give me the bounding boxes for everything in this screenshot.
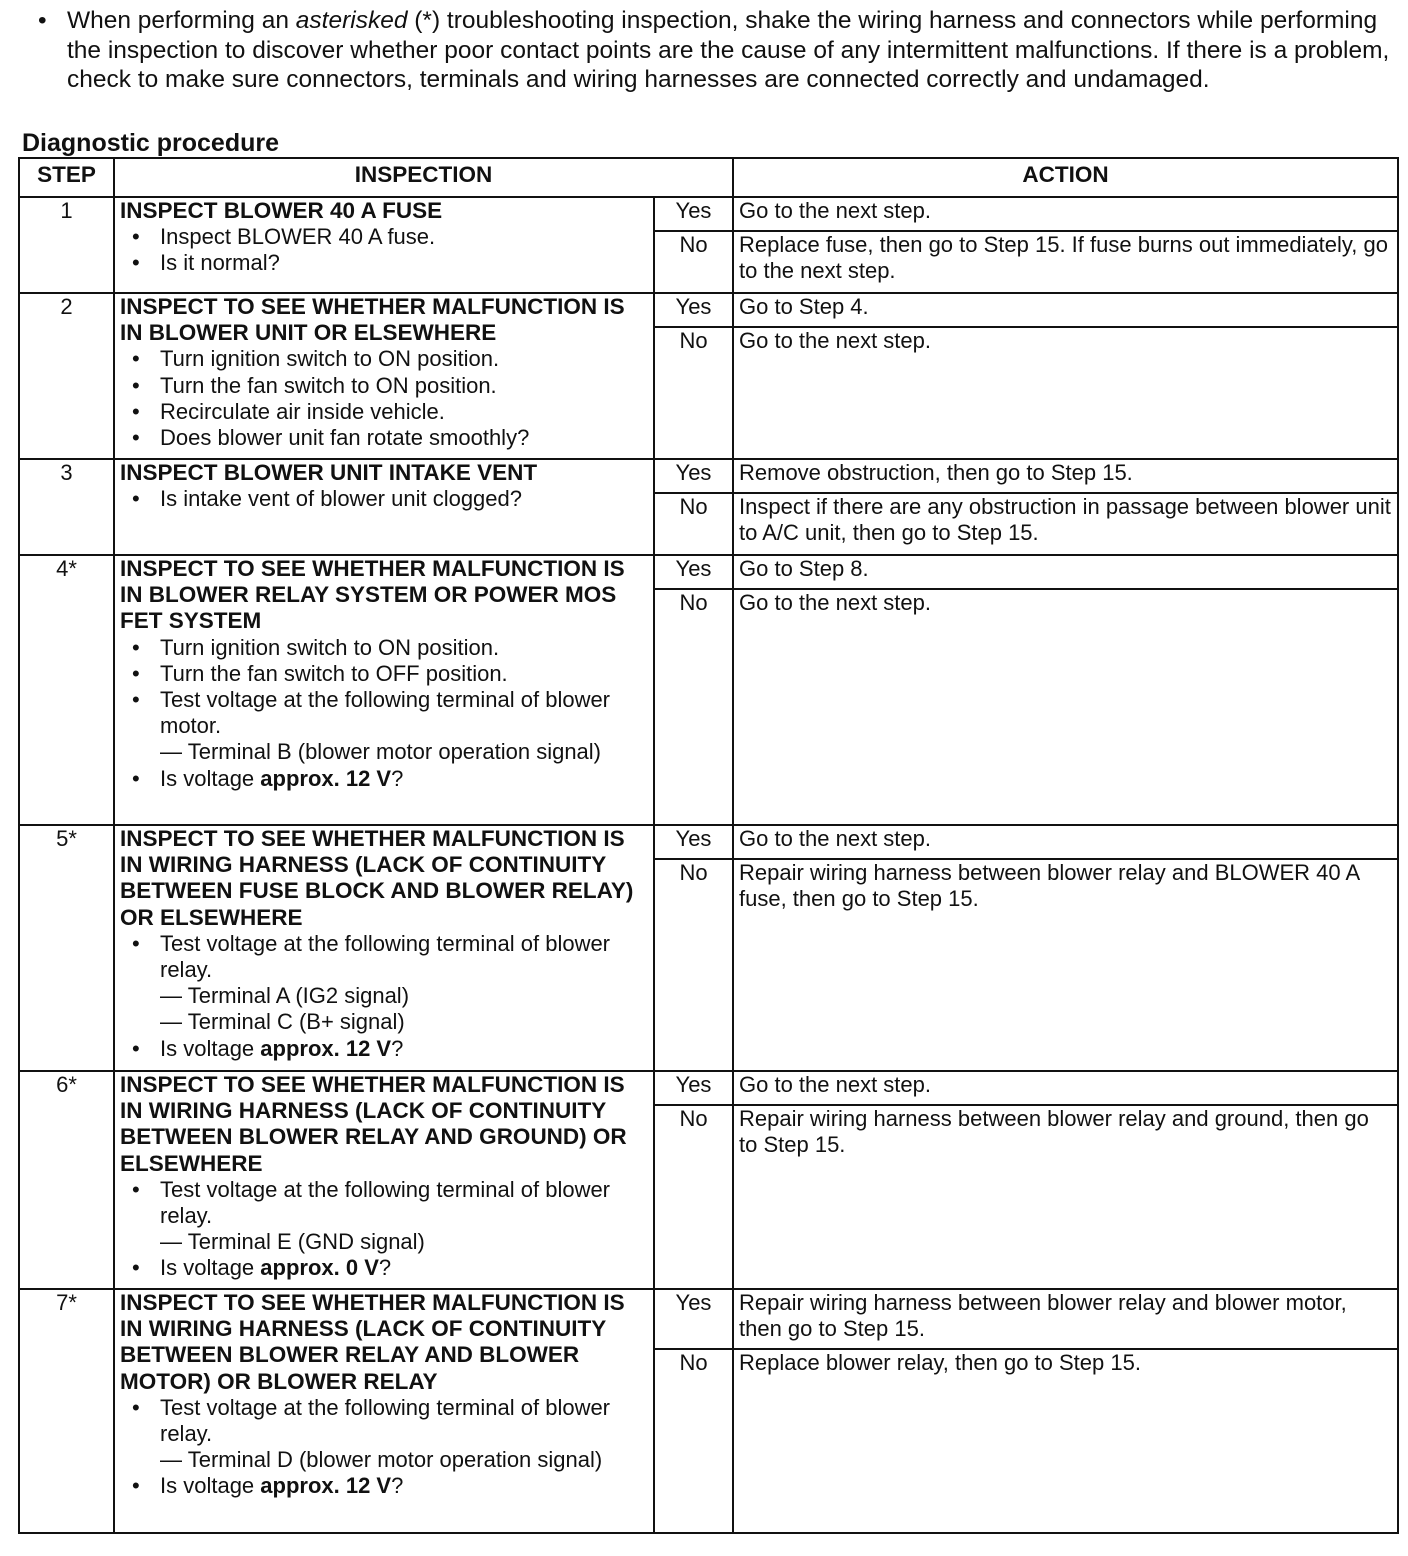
yes-label: Yes xyxy=(654,825,733,859)
question-suffix: ? xyxy=(378,1255,392,1281)
inspection-title: INSPECT TO SEE WHETHER MALFUNCTION IS IN BLOWER UNIT OR ELSEWHERE xyxy=(120,294,625,346)
step-number: 3 xyxy=(19,459,114,555)
step-number: 4* xyxy=(19,555,114,825)
inspection-cell xyxy=(114,1071,654,1289)
table-row xyxy=(19,197,1398,231)
check-item-question xyxy=(120,1473,648,1499)
check-item: • Turn the fan switch to ON position. xyxy=(120,373,648,399)
no-label: No xyxy=(654,589,733,825)
intro-text-before: When performing an xyxy=(67,7,296,34)
check-item-test xyxy=(120,1177,648,1256)
inspection-checklist xyxy=(120,486,648,512)
intro-text-italic: asterisked xyxy=(295,7,408,34)
yes-action: Go to the next step. xyxy=(733,1071,1398,1105)
check-item: • Recirculate air inside vehicle. xyxy=(120,399,648,425)
inspection-checklist xyxy=(120,931,648,1062)
no-label: No xyxy=(654,327,733,459)
table-body xyxy=(19,197,1398,1533)
question-suffix: ? xyxy=(391,1035,404,1061)
table-row xyxy=(19,459,1398,493)
intro-note xyxy=(38,6,1398,95)
table-row xyxy=(19,293,1398,327)
no-action: Replace fuse, then go to Step 15. If fuse burns out immediately, go to the next step. xyxy=(733,231,1398,293)
inspection-cell xyxy=(114,293,654,459)
check-item: • Is intake vent of blower unit clogged? xyxy=(120,486,648,512)
no-action: Go to the next step. xyxy=(733,589,1398,825)
check-item: • Inspect BLOWER 40 A fuse. xyxy=(120,224,648,250)
yes-label: Yes xyxy=(654,293,733,327)
check-item: • Is it normal? xyxy=(120,250,648,276)
inspection-cell xyxy=(114,197,654,293)
check-item-question xyxy=(120,1036,648,1062)
no-action: Repair wiring harness between blower relay and ground, then go to Step 15. xyxy=(733,1105,1398,1289)
check-item: • Turn ignition switch to ON position. xyxy=(120,635,648,661)
question-prefix: Is voltage xyxy=(160,1035,261,1061)
inspection-title: INSPECT TO SEE WHETHER MALFUNCTION IS IN WIRING HARNESS (LACK OF CONTINUITY BETWEEN BLOWER RELAY AND BLOWER MOTOR) OR BLOWER RELAY xyxy=(120,1290,625,1394)
check-item-test xyxy=(120,687,648,766)
yes-action: Repair wiring harness between blower relay and blower motor, then go to Step 15. xyxy=(733,1289,1398,1349)
yes-label: Yes xyxy=(654,1289,733,1349)
inspection-title: INSPECT TO SEE WHETHER MALFUNCTION IS IN WIRING HARNESS (LACK OF CONTINUITY BETWEEN FUSE BLOCK AND BLOWER RELAY) OR ELSEWHERE xyxy=(120,826,634,930)
inspection-checklist xyxy=(120,1395,648,1500)
test-line: • Test voltage at the following terminal of blower relay. xyxy=(160,1394,611,1447)
inspection-title: INSPECT BLOWER 40 A FUSE xyxy=(120,198,443,223)
question-value: approx. 12 V xyxy=(260,1473,392,1499)
test-line: • Test voltage at the following terminal of blower motor. xyxy=(160,687,611,739)
table-header-row xyxy=(19,158,1398,197)
terminal-line: — Terminal E (GND signal) xyxy=(160,1229,425,1255)
no-action: Inspect if there are any obstruction in passage between blower unit to A/C unit, then go to Step 15. xyxy=(733,493,1398,555)
no-label: No xyxy=(654,231,733,293)
test-line: • Test voltage at the following terminal of blower relay. xyxy=(160,1176,611,1229)
yes-action: Go to Step 8. xyxy=(733,555,1398,589)
check-item-question xyxy=(120,766,648,792)
inspection-checklist xyxy=(120,346,648,451)
yes-action: Go to the next step. xyxy=(733,825,1398,859)
test-line: • Test voltage at the following terminal of blower relay. xyxy=(160,930,611,983)
table-row xyxy=(19,825,1398,859)
terminal-line: — Terminal B (blower motor operation signal) xyxy=(160,739,601,765)
question-value: approx. 12 V xyxy=(260,765,392,791)
yes-label: Yes xyxy=(654,1071,733,1105)
table-row xyxy=(19,1289,1398,1349)
check-item: • Turn the fan switch to OFF position. xyxy=(120,661,648,687)
inspection-cell xyxy=(114,459,654,555)
inspection-checklist xyxy=(120,635,648,792)
check-item-question xyxy=(120,1255,648,1281)
inspection-cell xyxy=(114,555,654,825)
no-label: No xyxy=(654,493,733,555)
check-item: • Turn ignition switch to ON position. xyxy=(120,346,648,372)
section-heading: Diagnostic procedure xyxy=(22,129,279,157)
question-suffix: ? xyxy=(391,765,404,791)
yes-label: Yes xyxy=(654,459,733,493)
step-number: 6* xyxy=(19,1071,114,1289)
step-number: 7* xyxy=(19,1289,114,1533)
no-action: Repair wiring harness between blower relay and BLOWER 40 A fuse, then go to Step 15. xyxy=(733,859,1398,1071)
yes-action: Go to the next step. xyxy=(733,197,1398,231)
bullet-marker: • xyxy=(38,7,47,34)
inspection-title: INSPECT TO SEE WHETHER MALFUNCTION IS IN WIRING HARNESS (LACK OF CONTINUITY BETWEEN BLOWER RELAY AND GROUND) OR ELSEWHERE xyxy=(120,1072,627,1176)
diagnostic-table xyxy=(18,157,1399,1534)
yes-action: Go to Step 4. xyxy=(733,293,1398,327)
no-label: No xyxy=(654,1349,733,1533)
terminal-line: — Terminal D (blower motor operation signal) xyxy=(160,1447,603,1473)
check-item-test xyxy=(120,1395,648,1474)
question-prefix: Is voltage xyxy=(160,1255,261,1281)
no-label: No xyxy=(654,1105,733,1289)
intro-text-after: (*) troubleshooting inspection, shake the wiring harness and connectors while performing the inspection to discover whether poor contact points are the cause of any intermittent malfunctions. If there is a problem, check to make sure connectors, terminals and wiring harnesses are connected correctly and undamaged. xyxy=(67,7,1390,93)
question-prefix: Is voltage xyxy=(160,765,261,791)
check-item-test xyxy=(120,931,648,1036)
inspection-cell xyxy=(114,825,654,1071)
step-number: 1 xyxy=(19,197,114,293)
no-action: Replace blower relay, then go to Step 15. xyxy=(733,1349,1398,1533)
header-inspection: INSPECTION xyxy=(114,158,733,197)
question-prefix: Is voltage xyxy=(160,1473,261,1499)
inspection-title: INSPECT TO SEE WHETHER MALFUNCTION IS IN BLOWER RELAY SYSTEM OR POWER MOS FET SYSTEM xyxy=(120,556,625,634)
terminal-line: — Terminal C (B+ signal) xyxy=(160,1009,405,1035)
terminal-line: — Terminal A (IG2 signal) xyxy=(160,983,410,1009)
table-row xyxy=(19,1071,1398,1105)
table-row xyxy=(19,555,1398,589)
header-step: STEP xyxy=(19,158,114,197)
step-number: 5* xyxy=(19,825,114,1071)
yes-label: Yes xyxy=(654,555,733,589)
no-action: Go to the next step. xyxy=(733,327,1398,459)
question-suffix: ? xyxy=(391,1473,404,1499)
no-label: No xyxy=(654,859,733,1071)
inspection-title: INSPECT BLOWER UNIT INTAKE VENT xyxy=(120,460,538,485)
header-action: ACTION xyxy=(733,158,1398,197)
inspection-cell xyxy=(114,1289,654,1533)
yes-action: Remove obstruction, then go to Step 15. xyxy=(733,459,1398,493)
inspection-checklist xyxy=(120,1177,648,1282)
question-value: approx. 0 V xyxy=(260,1255,379,1281)
question-value: approx. 12 V xyxy=(260,1035,392,1061)
intro-text xyxy=(67,6,1398,95)
check-item: • Does blower unit fan rotate smoothly? xyxy=(120,425,648,451)
yes-label: Yes xyxy=(654,197,733,231)
step-number: 2 xyxy=(19,293,114,459)
inspection-checklist xyxy=(120,224,648,276)
